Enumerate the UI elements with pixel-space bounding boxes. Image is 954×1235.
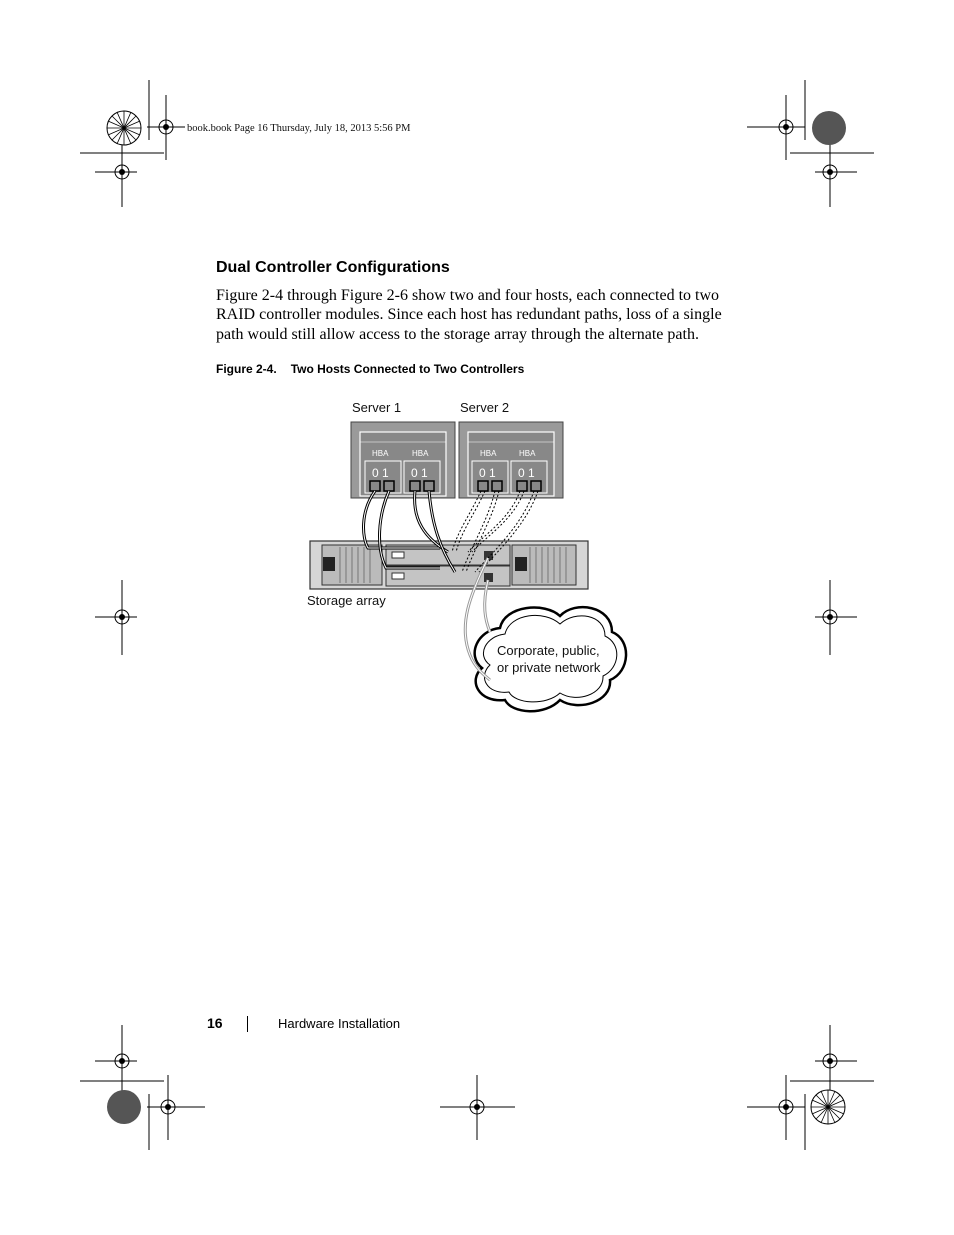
hba-label: HBA bbox=[519, 449, 536, 458]
port-label: 0 1 bbox=[372, 466, 389, 480]
print-slug: book.book Page 16 Thursday, July 18, 2013 5:56 PM bbox=[187, 123, 411, 134]
port-label: 0 1 bbox=[411, 466, 428, 480]
server-1 bbox=[351, 422, 455, 498]
hba-label: HBA bbox=[480, 449, 497, 458]
hba-label: HBA bbox=[372, 449, 389, 458]
figure-title: Two Hosts Connected to Two Controllers bbox=[290, 362, 525, 376]
server-2 bbox=[459, 422, 563, 498]
storage-array-label: Storage array bbox=[307, 593, 386, 608]
network-label-line1: Corporate, public, bbox=[497, 643, 600, 658]
port-label: 0 1 bbox=[518, 466, 535, 480]
network-cloud bbox=[475, 607, 626, 711]
server1-label: Server 1 bbox=[352, 400, 402, 415]
network-label-line2: or private network bbox=[497, 660, 601, 675]
hba-label: HBA bbox=[412, 449, 429, 458]
section-heading: Dual Controller Configurations bbox=[216, 259, 450, 276]
port-label: 0 1 bbox=[479, 466, 496, 480]
footer-divider bbox=[247, 1016, 248, 1032]
figure-number: Figure 2-4. bbox=[216, 362, 277, 376]
server2-label: Server 2 bbox=[460, 400, 510, 415]
storage-array bbox=[310, 541, 588, 589]
page-number: 16 bbox=[207, 1015, 223, 1031]
section-paragraph: Figure 2-4 through Figure 2-6 show two and four hosts, each connected to two RAID controller modules. Since each host has redundant paths, loss of a single path would still allow access to the storage array through the alternate path. bbox=[216, 287, 722, 343]
footer-section-title: Hardware Installation bbox=[278, 1016, 401, 1031]
